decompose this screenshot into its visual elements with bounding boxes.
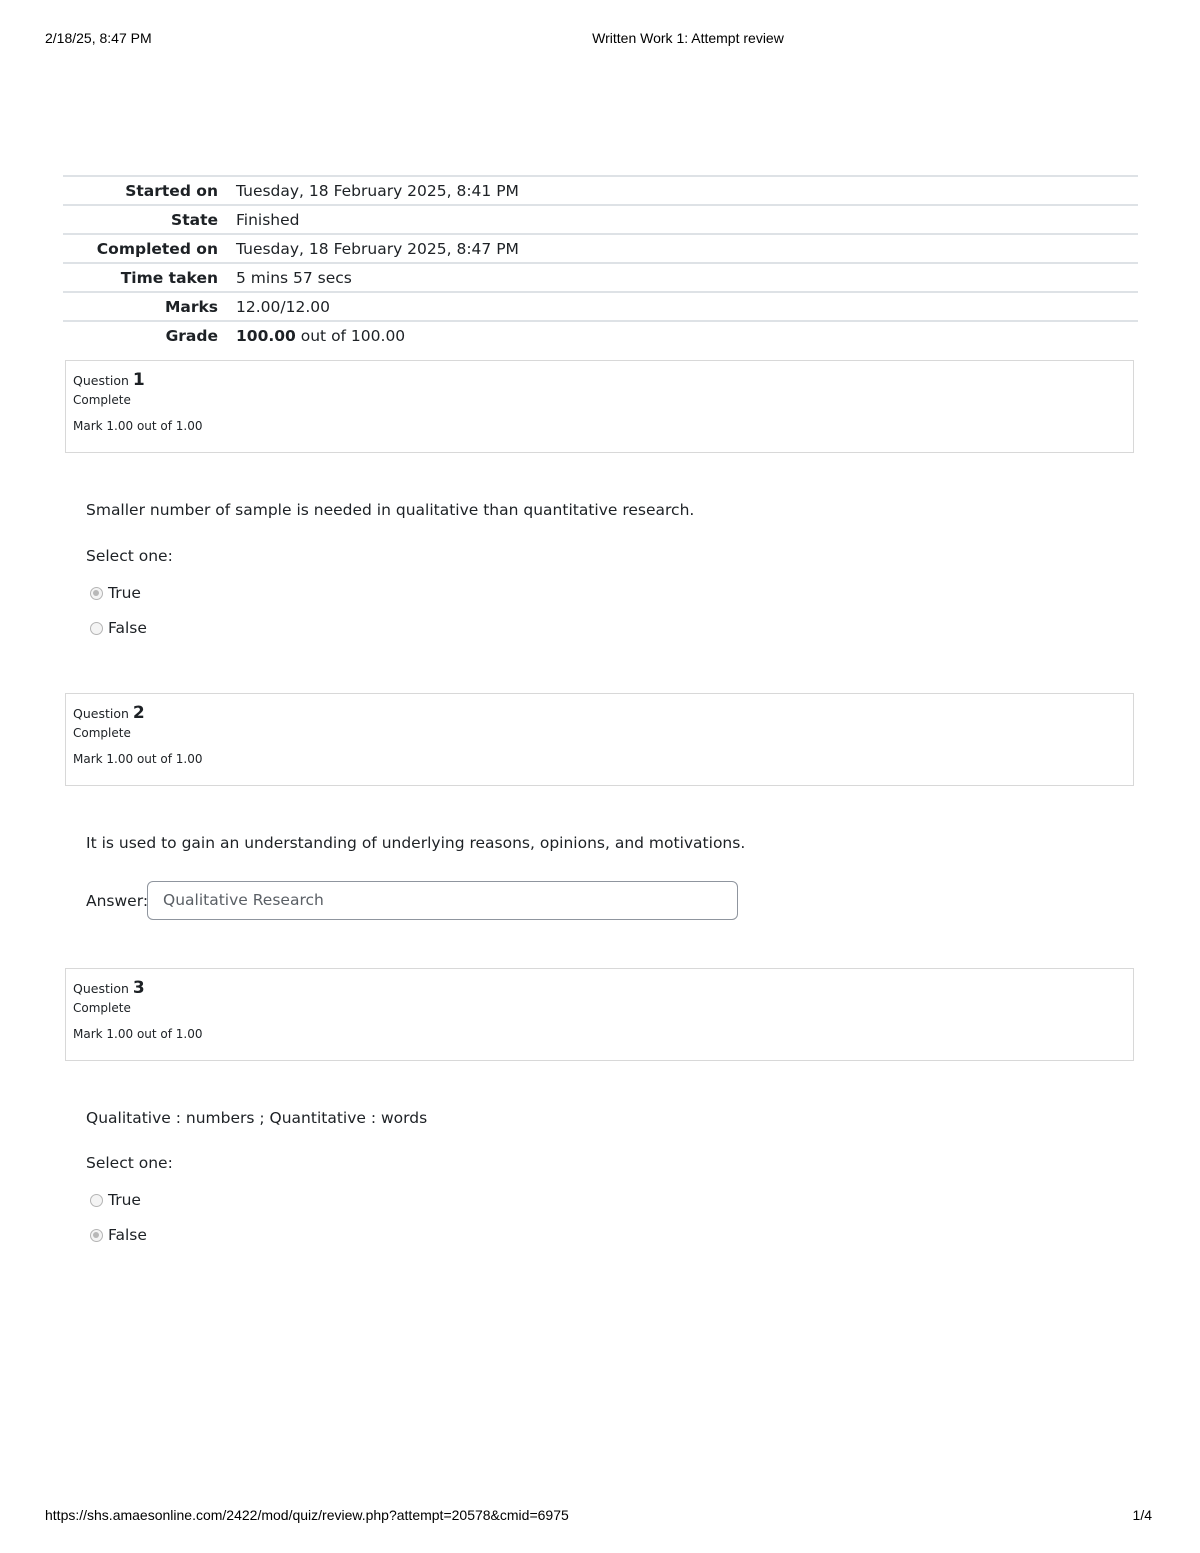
question-grade: Mark 1.00 out of 1.00 xyxy=(73,752,203,766)
attempt-summary-table xyxy=(63,175,1138,349)
print-page-title: Written Work 1: Attempt review xyxy=(592,30,784,46)
option-label: False xyxy=(108,619,147,637)
select-one-prompt: Select one: xyxy=(86,547,173,565)
question-number xyxy=(73,370,1126,390)
question-prefix: Question xyxy=(73,373,133,388)
summary-value xyxy=(228,321,1138,349)
question-info-1 xyxy=(65,360,1134,453)
question-number-value: 1 xyxy=(132,370,145,390)
print-url: https://shs.amaesonline.com/2422/mod/quiz/review.php?attempt=20578&cmid=6975 xyxy=(45,1507,569,1523)
summary-label: Started on xyxy=(125,182,218,200)
select-one-prompt: Select one: xyxy=(86,1154,173,1172)
print-datetime: 2/18/25, 8:47 PM xyxy=(45,30,152,46)
radio-button-checked-icon[interactable] xyxy=(90,587,103,600)
radio-button-icon[interactable] xyxy=(90,1194,103,1207)
summary-row-time-taken xyxy=(63,263,1138,292)
question-text: Qualitative : numbers ; Quantitative : words xyxy=(86,1109,428,1127)
question-info-2 xyxy=(65,693,1134,786)
grade-score: 100.00 xyxy=(236,327,296,345)
summary-value: 5 mins 57 secs xyxy=(236,269,352,287)
question-text: It is used to gain an understanding of underlying reasons, opinions, and motivations. xyxy=(86,834,746,852)
radio-button-checked-icon[interactable] xyxy=(90,1229,103,1242)
question-state: Complete xyxy=(73,393,131,407)
print-footer xyxy=(0,1507,1200,1527)
grade-out-of: out of 100.00 xyxy=(295,327,406,345)
question-grade: Mark 1.00 out of 1.00 xyxy=(73,419,203,433)
summary-value: Tuesday, 18 February 2025, 8:41 PM xyxy=(236,182,519,200)
question-prefix: Question xyxy=(73,706,133,721)
answer-option-false[interactable] xyxy=(90,619,147,637)
answer-option-true[interactable] xyxy=(90,584,141,602)
answer-input[interactable]: Qualitative Research xyxy=(147,881,738,920)
question-number xyxy=(73,978,1126,998)
summary-label: Grade xyxy=(165,327,218,345)
summary-value: Finished xyxy=(236,211,300,229)
option-label: True xyxy=(108,1191,141,1209)
summary-row-marks xyxy=(63,292,1138,321)
summary-label: Time taken xyxy=(120,269,218,287)
question-state: Complete xyxy=(73,726,131,740)
summary-value: 12.00/12.00 xyxy=(236,298,330,316)
answer-label: Answer: xyxy=(86,892,149,910)
answer-option-true[interactable] xyxy=(90,1191,141,1209)
radio-button-icon[interactable] xyxy=(90,622,103,635)
print-page-number: 1/4 xyxy=(1132,1507,1152,1523)
summary-row-started xyxy=(63,176,1138,205)
question-prefix: Question xyxy=(73,981,133,996)
summary-label: State xyxy=(171,211,218,229)
option-label: True xyxy=(108,584,141,602)
summary-value: Tuesday, 18 February 2025, 8:47 PM xyxy=(236,240,519,258)
question-number-value: 2 xyxy=(132,703,145,723)
summary-label: Marks xyxy=(164,298,218,316)
summary-row-grade xyxy=(63,321,1138,349)
question-number-value: 3 xyxy=(132,978,145,998)
summary-label: Completed on xyxy=(96,240,218,258)
summary-row-completed xyxy=(63,234,1138,263)
answer-option-false[interactable] xyxy=(90,1226,147,1244)
question-grade: Mark 1.00 out of 1.00 xyxy=(73,1027,203,1041)
question-state: Complete xyxy=(73,1001,131,1015)
question-info-3 xyxy=(65,968,1134,1061)
question-number xyxy=(73,703,1126,723)
question-text: Smaller number of sample is needed in qualitative than quantitative research. xyxy=(86,501,695,519)
summary-row-state xyxy=(63,205,1138,234)
print-header xyxy=(0,30,1200,50)
option-label: False xyxy=(108,1226,147,1244)
